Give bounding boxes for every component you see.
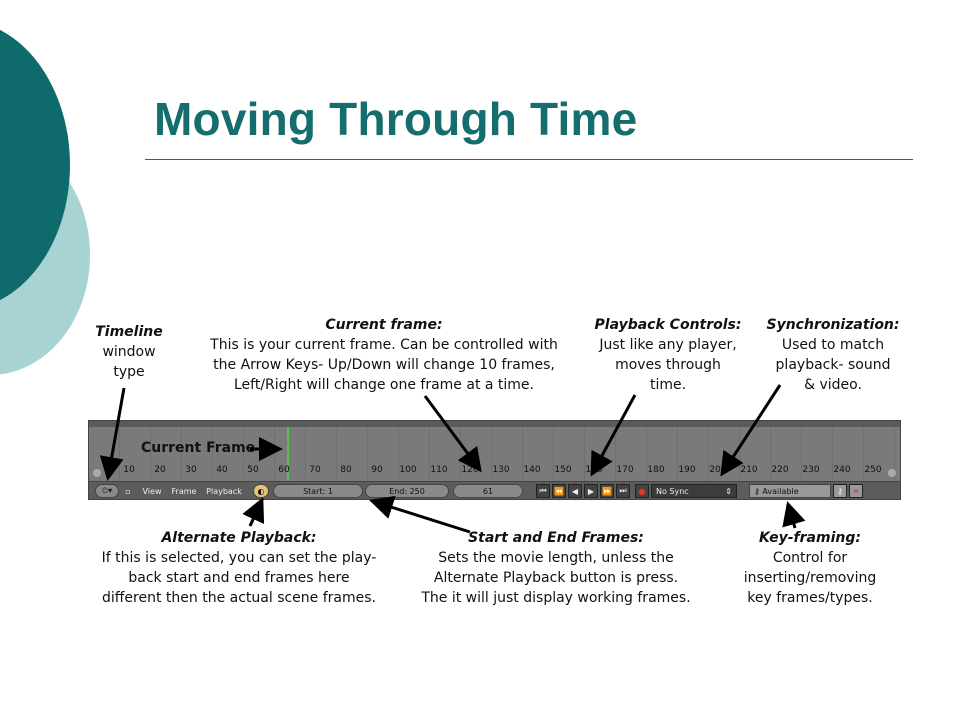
ruler-tick: 40 (216, 465, 228, 475)
callout-key-framing-line: key frames/types. (747, 590, 873, 606)
ruler-tick: 110 (430, 465, 448, 475)
callout-playback-controls (590, 315, 746, 395)
ruler-tick: 30 (185, 465, 197, 475)
callout-synchronization-line: playback- sound (775, 357, 891, 373)
callout-alternate-playback-line: If this is selected, you can set the play- (101, 550, 377, 566)
collapse-icon[interactable]: ▫ (125, 486, 131, 496)
current-frame-field[interactable]: 61 (453, 484, 523, 498)
ruler-tick: 180 (647, 465, 665, 475)
callout-synchronization-head: Synchronization: (766, 317, 900, 333)
callout-alternate-playback-line: different then the actual scene frames. (102, 590, 376, 606)
callout-playback-controls-line: Just like any player, (599, 337, 737, 353)
frame-ruler (89, 465, 900, 479)
callout-synchronization-line: Used to match (781, 337, 885, 353)
record-button[interactable]: ● (635, 484, 649, 498)
timeline-editor (88, 420, 901, 500)
ruler-tick: 210 (740, 465, 758, 475)
sync-value: No Sync (656, 486, 689, 496)
callout-start-end-line: Sets the movie length, unless the (438, 550, 674, 566)
ruler-tick: 70 (309, 465, 321, 475)
ruler-tick: 230 (802, 465, 820, 475)
play-reverse-button[interactable]: ◀ (568, 484, 582, 498)
ruler-tick: 60 (278, 465, 290, 475)
chevron-updown-icon: ⇕ (725, 486, 732, 496)
callout-timeline-line: type (113, 364, 145, 380)
callout-alternate-playback (84, 528, 394, 608)
ruler-tick: 150 (554, 465, 572, 475)
callout-current-frame-line: Left/Right will change one frame at a time. (233, 377, 534, 393)
menu-frame[interactable]: Frame (171, 486, 197, 496)
callout-current-frame-head: Current frame: (325, 317, 443, 333)
ruler-tick: 160 (585, 465, 603, 475)
ruler-tick: 10 (123, 465, 135, 475)
callout-playback-controls-head: Playback Controls: (594, 317, 742, 333)
callout-key-framing-line: Control for (772, 550, 848, 566)
timeline-area-label: Current Frame (141, 440, 256, 456)
callout-key-framing-line: inserting/removing (743, 570, 877, 586)
callout-current-frame (192, 315, 576, 395)
callout-key-framing-head: Key-framing: (759, 530, 861, 546)
ruler-tick: 130 (492, 465, 510, 475)
callout-start-end-line: Alternate Playback button is press. (433, 570, 679, 586)
ruler-tick: 100 (399, 465, 417, 475)
key-icon: ⚷ (754, 486, 763, 496)
callout-alternate-playback-head: Alternate Playback: (161, 530, 317, 546)
alternate-playback-toggle[interactable]: ◐ (253, 484, 269, 498)
ruler-tick: 80 (340, 465, 352, 475)
jump-next-keyframe-button[interactable]: ⏩ (600, 484, 614, 498)
sync-dropdown[interactable] (651, 484, 737, 498)
callout-current-frame-line: the Arrow Keys- Up/Down will change 10 frames, (213, 357, 555, 373)
arrow-alternate-playback (250, 500, 262, 526)
menu-view[interactable]: View (142, 486, 162, 496)
callout-synchronization-line: & video. (804, 377, 862, 393)
ruler-tick: 220 (771, 465, 789, 475)
delete-keyframe-button[interactable]: ✕ (849, 484, 863, 498)
callout-start-end-head: Start and End Frames: (468, 530, 644, 546)
menu-playback[interactable]: Playback (206, 486, 242, 496)
play-button[interactable]: ▶ (584, 484, 598, 498)
callout-timeline (88, 322, 170, 382)
callout-timeline-head: Timeline (95, 324, 163, 340)
callout-alternate-playback-line: back start and end frames here (128, 570, 350, 586)
callout-key-framing (728, 528, 892, 608)
end-frame-field[interactable]: End: 250 (365, 484, 449, 498)
ruler-tick: 20 (154, 465, 166, 475)
ruler-tick: 120 (461, 465, 479, 475)
callout-start-end-line: The it will just display working frames. (421, 590, 691, 606)
keying-set-field[interactable] (749, 484, 831, 498)
ruler-tick: 140 (523, 465, 541, 475)
slide-title: Moving Through Time (154, 93, 638, 145)
jump-end-button[interactable]: ⏭ (616, 484, 630, 498)
ruler-tick: 190 (678, 465, 696, 475)
start-frame-field[interactable]: Start: 1 (273, 484, 363, 498)
ruler-tick: 200 (709, 465, 727, 475)
ruler-tick: 250 (864, 465, 882, 475)
jump-prev-keyframe-button[interactable]: ⏪ (552, 484, 566, 498)
callout-start-end (408, 528, 704, 608)
callout-timeline-line: window (102, 344, 156, 360)
callout-playback-controls-line: time. (649, 377, 687, 393)
ruler-tick: 90 (371, 465, 383, 475)
jump-start-button[interactable]: ⏮ (536, 484, 550, 498)
callout-synchronization (760, 315, 906, 395)
callout-current-frame-line: This is your current frame. Can be controlled with (210, 337, 558, 353)
callout-playback-controls-line: moves through (615, 357, 721, 373)
ruler-tick: 170 (616, 465, 634, 475)
ruler-tick: 50 (247, 465, 259, 475)
arrow-key-framing (788, 504, 795, 528)
title-divider (145, 159, 913, 160)
editor-type-button[interactable]: ⏲▾ (95, 484, 119, 498)
keying-set-value: Available (762, 486, 799, 496)
ruler-tick: 240 (833, 465, 851, 475)
insert-keyframe-button[interactable]: ⚷ (833, 484, 847, 498)
